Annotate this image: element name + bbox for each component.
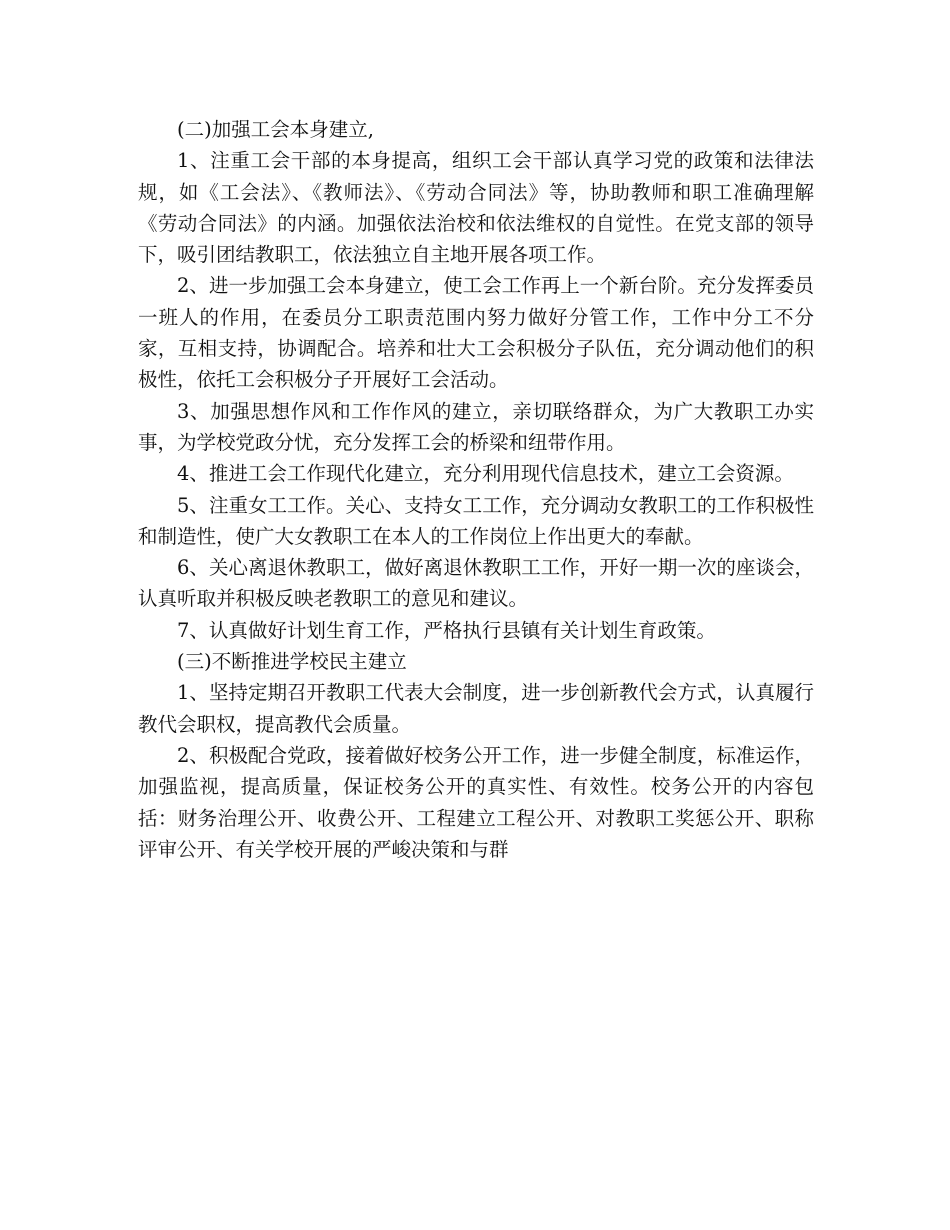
document-body [138,114,814,865]
paragraph-2-6: 6、关心离退休教职工，做好离退休教职工工作，开好一期一次的座谈会，认真听取并积极反映老教职工的意见和建议。 [138,556,814,611]
paragraph-3-1: 1、坚持定期召开教职工代表大会制度，进一步创新教代会方式，认真履行教代会职权，提高教代会质量。 [138,681,814,736]
paragraph-2-1: 1、注重工会干部的本身提高，组织工会干部认真学习党的政策和法律法规，如《工会法》、《教师法》、《劳动合同法》等，协助教师和职工准确理解《劳动合同法》的内涵。加强依法治校和依法维权的自觉性。在党支部的领导下，吸引团结教职工，依法独立自主地开展各项工作。 [138,149,814,267]
paragraph-2-3: 3、加强思想作风和工作作风的建立，亲切联络群众，为广大教职工办实事，为学校党政分忧，充分发挥工会的桥梁和纽带作用。 [138,399,814,454]
paragraph-2-7: 7、认真做好计划生育工作，严格执行县镇有关计划生育政策。 [177,618,716,642]
paragraph-3-2: 2、积极配合党政，接着做好校务公开工作，进一步健全制度，标准运作，加强监视，提高质量，保证校务公开的真实性、有效性。校务公开的内容包括：财务治理公开、收费公开、工程建立工程公开、对教职工奖惩公开、职称评审公开、有关学校开展的严峻决策和与群 [138,743,814,861]
paragraph-2-4: 4、推进工会工作现代化建立，充分利用现代信息技术，建立工会资源。 [177,462,794,486]
paragraph-2-5: 5、注重女工工作。关心、支持女工工作，充分调动女教职工的工作积极性和制造性，使广大女教职工在本人的工作岗位上作出更大的奉献。 [138,493,814,548]
section-heading-2: (二)加强工会本身建立, [177,118,374,141]
paragraph-2-2: 2、进一步加强工会本身建立，使工会工作再上一个新台阶。充分发挥委员一班人的作用，在委员分工职责范围内努力做好分管工作，工作中分工不分家，互相支持，协调配合。培养和壮大工会积极分子队伍，充分调动他们的积极性，依托工会积极分子开展好工会活动。 [138,274,814,392]
section-heading-3: (三)不断推进学校民主建立 [177,650,407,674]
